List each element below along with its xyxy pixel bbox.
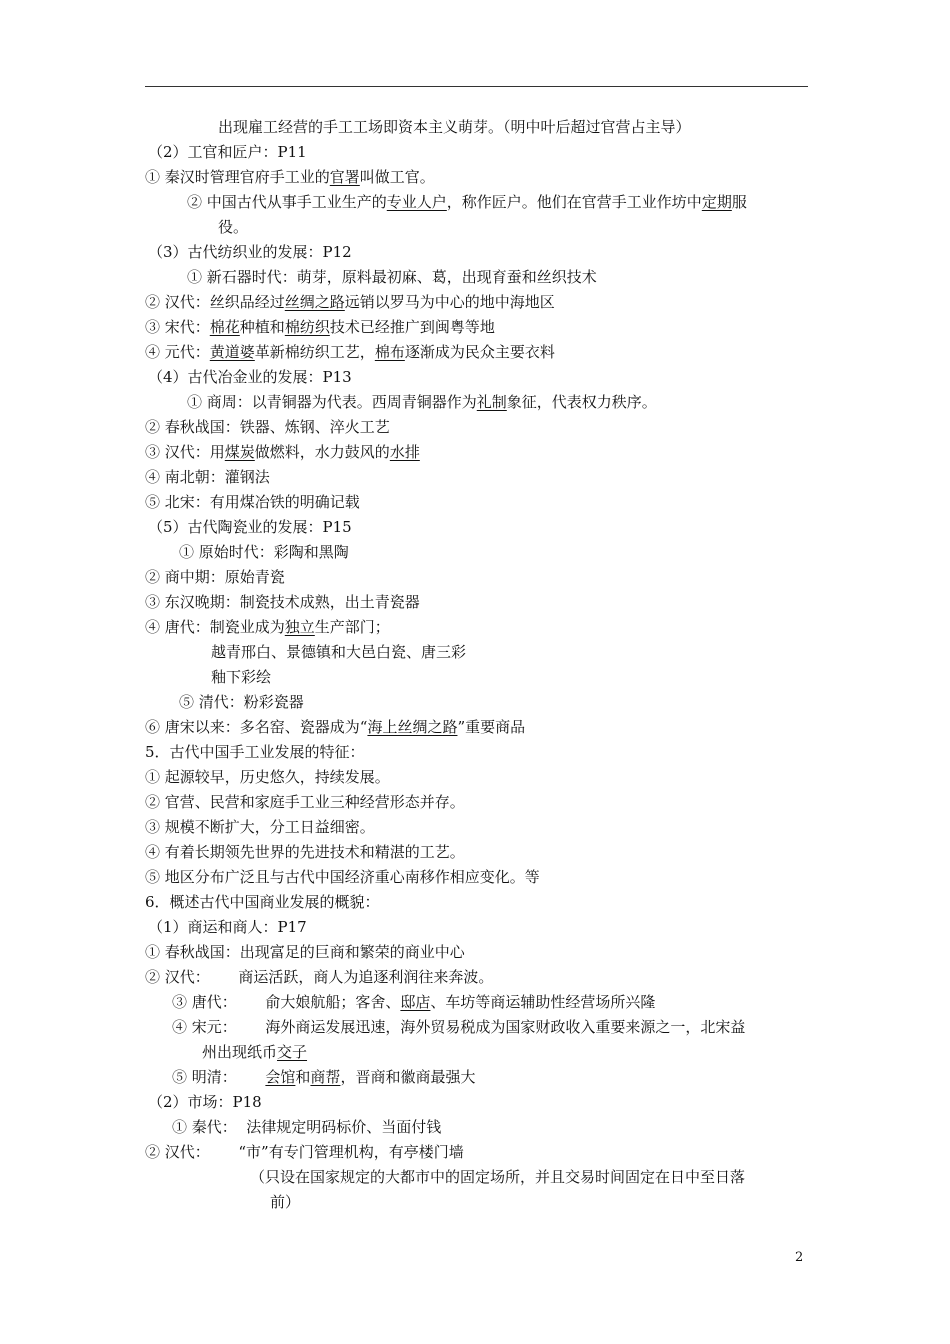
text-line: 前） — [270, 1193, 301, 1211]
text-line: 出现雇工经营的手工工场即资本主义萌芽。（明中叶后超过官营占主导） — [218, 118, 691, 136]
underlined-term: 水排 — [389, 443, 420, 461]
text-line: （只设在国家规定的大都市中的固定场所，并且交易时间固定在日中至日落 — [250, 1168, 746, 1186]
text-line: ③ 唐代： 俞大娘航船；客舍、邸店、车坊等商运辅助性经营场所兴隆 — [172, 993, 656, 1011]
underlined-term: 专业人户 — [386, 193, 447, 211]
text-line: ① 新石器时代：萌芽，原料最初麻、葛，出现育蚕和丝织技术 — [187, 268, 597, 286]
underlined-term: 黄道婆 — [209, 343, 255, 361]
underlined-term: 棉花 — [209, 318, 240, 336]
text-line: （5）古代陶瓷业的发展：P15 — [148, 518, 352, 536]
text-line: （4）古代冶金业的发展：P13 — [148, 368, 352, 386]
text-line: ③ 汉代：用煤炭做燃料，水力鼓风的水排 — [145, 443, 420, 461]
text-line: ① 原始时代：彩陶和黑陶 — [179, 543, 349, 561]
underlined-term: 棉纺织 — [284, 318, 330, 336]
text-line: ⑤ 清代：粉彩瓷器 — [179, 693, 304, 711]
text-line: ② 汉代： “市”有专门管理机构，有亭楼门墙 — [145, 1143, 464, 1161]
text-line: ① 秦汉时管理官府手工业的官署叫做工官。 — [145, 168, 435, 186]
text-line: 越青邢白、景德镇和大邑白瓷、唐三彩 — [211, 643, 467, 661]
text-line: ④ 唐代：制瓷业成为独立生产部门； — [145, 618, 390, 636]
text-line: ① 商周：以青铜器为代表。西周青铜器作为礼制象征，代表权力秩序。 — [187, 393, 657, 411]
text-line: ⑤ 北宋：有用煤冶铁的明确记载 — [145, 493, 360, 511]
text-line: 5．古代中国手工业发展的特征： — [145, 743, 365, 761]
underlined-term: 丝绸之路 — [284, 293, 345, 311]
text-line: ② 汉代： 商运活跃，商人为追逐利润往来奔波。 — [145, 968, 494, 986]
text-line: ② 中国古代从事手工业生产的专业人户，称作匠户。他们在官营手工业作坊中定期服 — [187, 193, 747, 211]
text-line: ② 汉代：丝织品经过丝绸之路远销以罗马为中心的地中海地区 — [145, 293, 555, 311]
text-line: ④ 元代：黄道婆革新棉纺织工艺，棉布逐渐成为民众主要衣料 — [145, 343, 555, 361]
text-line: ① 秦代： 法律规定明码标价、当面付钱 — [172, 1118, 442, 1136]
text-line: （3）古代纺织业的发展：P12 — [148, 243, 352, 261]
text-line: 州出现纸币交子 — [202, 1043, 308, 1061]
underlined-term: 定期 — [701, 193, 732, 211]
text-line: ④ 南北朝：灌钢法 — [145, 468, 270, 486]
page-number: 2 — [795, 1250, 804, 1265]
text-line: ② 春秋战国：铁器、炼钢、淬火工艺 — [145, 418, 390, 436]
text-line: （1）商运和商人：P17 — [148, 918, 307, 936]
text-line: ⑤ 地区分布广泛且与古代中国经济重心南移作相应变化。等 — [145, 868, 540, 886]
text-line: ② 官营、民营和家庭手工业三种经营形态并存。 — [145, 793, 465, 811]
underlined-term: 海上丝绸之路 — [367, 718, 458, 736]
underlined-term: 独立 — [284, 618, 315, 636]
underlined-term: 官署 — [329, 168, 360, 186]
text-line: ⑥ 唐宋以来：多名窑、瓷器成为“海上丝绸之路”重要商品 — [145, 718, 526, 736]
text-line: （2）工官和匠户：P11 — [148, 143, 307, 161]
text-line: ② 商中期：原始青瓷 — [145, 568, 285, 586]
text-line: （2）市场：P18 — [148, 1093, 262, 1111]
text-line: 釉下彩绘 — [211, 668, 272, 686]
text-line: ④ 有着长期领先世界的先进技术和精湛的工艺。 — [145, 843, 465, 861]
underlined-term: 邸店 — [400, 993, 431, 1011]
text-line: ① 起源较早，历史悠久，持续发展。 — [145, 768, 390, 786]
text-line: ③ 东汉晚期：制瓷技术成熟，出土青瓷器 — [145, 593, 420, 611]
underlined-term: 会馆 — [265, 1068, 296, 1086]
text-line: ③ 规模不断扩大，分工日益细密。 — [145, 818, 375, 836]
underlined-term: 棉布 — [374, 343, 405, 361]
underlined-term: 商帮 — [310, 1068, 341, 1086]
text-line: ① 春秋战国：出现富足的巨商和繁荣的商业中心 — [145, 943, 465, 961]
text-line: ⑤ 明清： 会馆和商帮，晋商和徽商最强大 — [172, 1068, 476, 1086]
text-line: 6．概述古代中国商业发展的概貌： — [145, 893, 380, 911]
text-line: 役。 — [218, 218, 249, 236]
header-rule — [145, 86, 808, 87]
text-line: ④ 宋元： 海外商运发展迅速，海外贸易税成为国家财政收入重要来源之一，北宋益 — [172, 1018, 746, 1036]
underlined-term: 煤炭 — [224, 443, 255, 461]
underlined-term: 交子 — [277, 1043, 308, 1061]
underlined-term: 礼制 — [476, 393, 507, 411]
text-line: ③ 宋代：棉花种植和棉纺织技术已经推广到闽粤等地 — [145, 318, 495, 336]
